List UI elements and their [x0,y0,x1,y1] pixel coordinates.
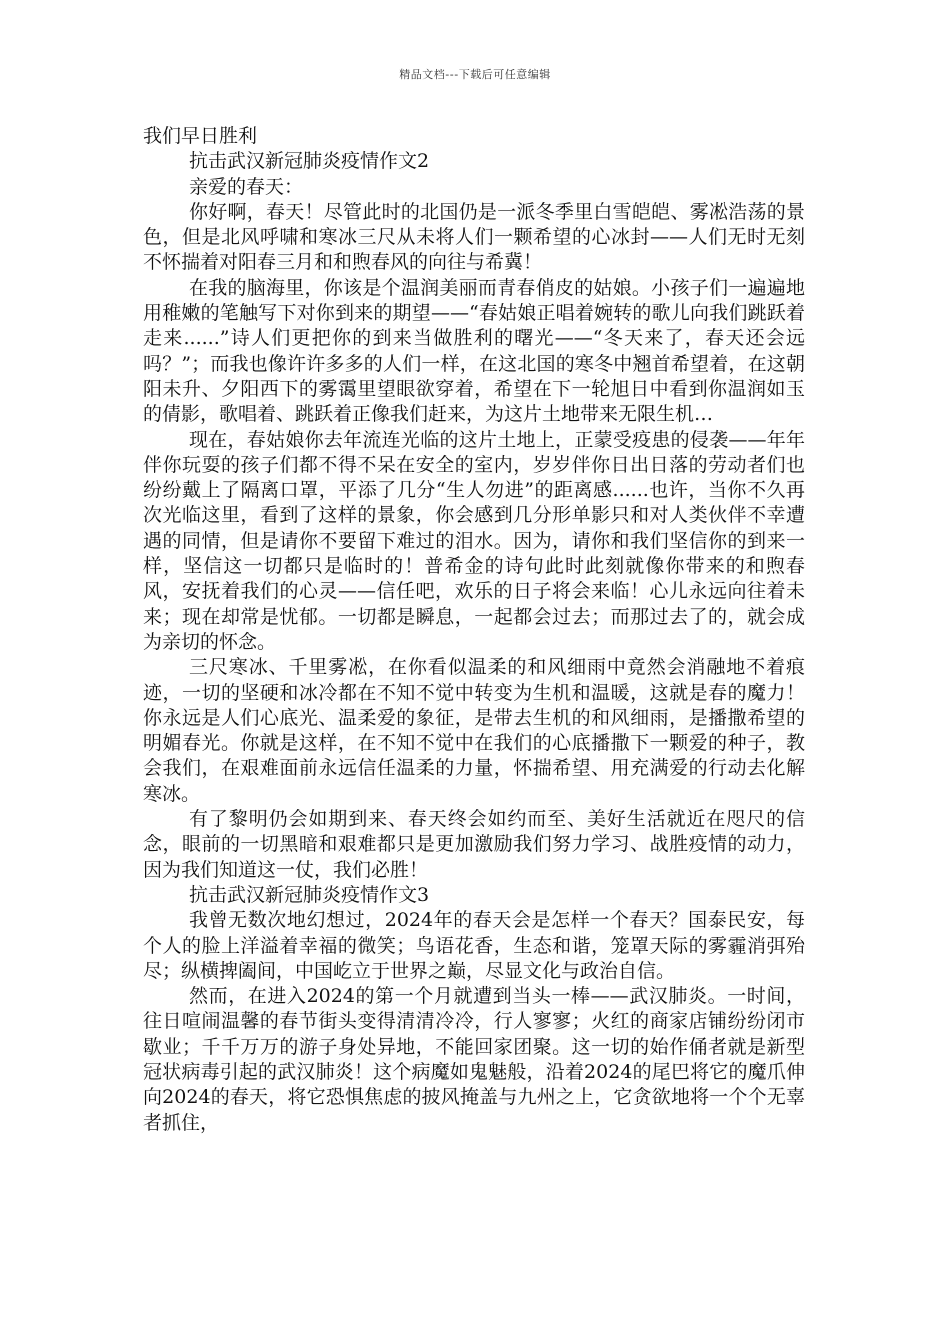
document-body [143,124,805,1136]
paragraph: 有了黎明仍会如期到来、春天终会如约而至、美好生活就近在咫尺的信念，眼前的一切黑暗和艰难都只是更加激励我们努力学习、战胜疫情的动力，因为我们知道这一仗，我们必胜！ [143,808,805,881]
paragraph: 三尺寒冰、千里雾凇，在你看似温柔的和风细雨中竟然会消融地不着痕迹，一切的坚硬和冰冷都在不知不觉中转变为生机和温暖，这就是春的魔力！你永远是人们心底光、温柔爱的象征，是带去生机的和风细雨，是播撒希望的明媚春光。你就是这样，在不知不觉中在我们的心底播撒下一颗爱的种子，教会我们，在艰难面前永远信任温柔的力量，怀揣希望、用充满爱的行动去化解寒冰。 [143,656,805,805]
paragraph: 抗击武汉新冠肺炎疫情作文2 [189,150,430,173]
paragraph: 然而，在进入2024的第一个月就遭到当头一棒——武汉肺炎。一时间，往日喧闹温馨的春节街头变得清清冷冷，行人寥寥；火红的商家店铺纷纷闭市歇业；千千万万的游子身处异地，不能回家团聚。这一切的始作俑者就是新型冠状病毒引起的武汉肺炎！这个病魔如鬼魅般，沿着2024的尾巴将它的魔爪伸向2024的春天，将它恐惧焦虑的披风掩盖与九州之上，它贪欲地将一个个无辜者抓住， [143,985,805,1134]
paragraph: 抗击武汉新冠肺炎疫情作文3 [189,883,430,906]
continued-line: 我们早日胜利 [143,125,258,147]
paragraph: 亲爱的春天： [189,175,304,198]
paragraph: 在我的脑海里，你该是个温润美丽而青春俏皮的姑娘。小孩子们一遍遍地用稚嫩的笔触写下对你到来的期望——“春姑娘正唱着婉转的歌儿向我们跳跃着走来......”诗人们更把你的到来当做胜利的曙光——“冬天来了，春天还会远吗？”；而我也像许许多多的人们一样，在这北国的寒冬中翘首希望着，在这朝阳未升、夕阳西下的雾霭里望眼欲穿着，希望在下一轮旭日中看到你温润如玉的倩影，歌唱着、跳跃着正像我们赶来，为这片土地带来无限生机… [143,276,805,426]
page-header: 精品文档---下载后可任意编辑 [399,68,551,81]
paragraph: 我曾无数次地幻想过，2024年的春天会是怎样一个春天？国泰民安，每个人的脸上洋溢着幸福的微笑；鸟语花香，生态和谐，笼罩天际的雾霾消弭殆尽；纵横捭阖间，中国屹立于世界之巅，尽显文化与政治自信。 [143,909,805,982]
paragraph: 现在，春姑娘你去年流连光临的这片土地上，正蒙受疫患的侵袭——年年伴你玩耍的孩子们都不得不呆在安全的室内，岁岁伴你日出日落的劳动者们也纷纷戴上了隔离口罩，平添了几分“生人勿进”的距离感......也许，当你不久再次光临这里，看到了这样的景象，你会感到几分形单影只和对人类伙伴不幸遭遇的同情，但是请你不要留下难过的泪水。因为，请你和我们坚信你的到来一样，坚信这一切都只是临时的！普希金的诗句此时此刻就像你带来的和煦春风，安抚着我们的心灵——信任吧，欢乐的日子将会来临！心儿永远向往着未来；现在却常是忧郁。一切都是瞬息，一起都会过去；而那过去了的，就会成为亲切的怀念。 [143,428,805,653]
paragraph: 你好啊，春天！尽管此时的北国仍是一派冬季里白雪皑皑、雾凇浩荡的景色，但是北风呼啸和寒冰三尺从未将人们一颗希望的心冰封——人们无时无刻不怀揣着对阳春三月和和煦春风的向往与希冀！ [143,200,805,274]
